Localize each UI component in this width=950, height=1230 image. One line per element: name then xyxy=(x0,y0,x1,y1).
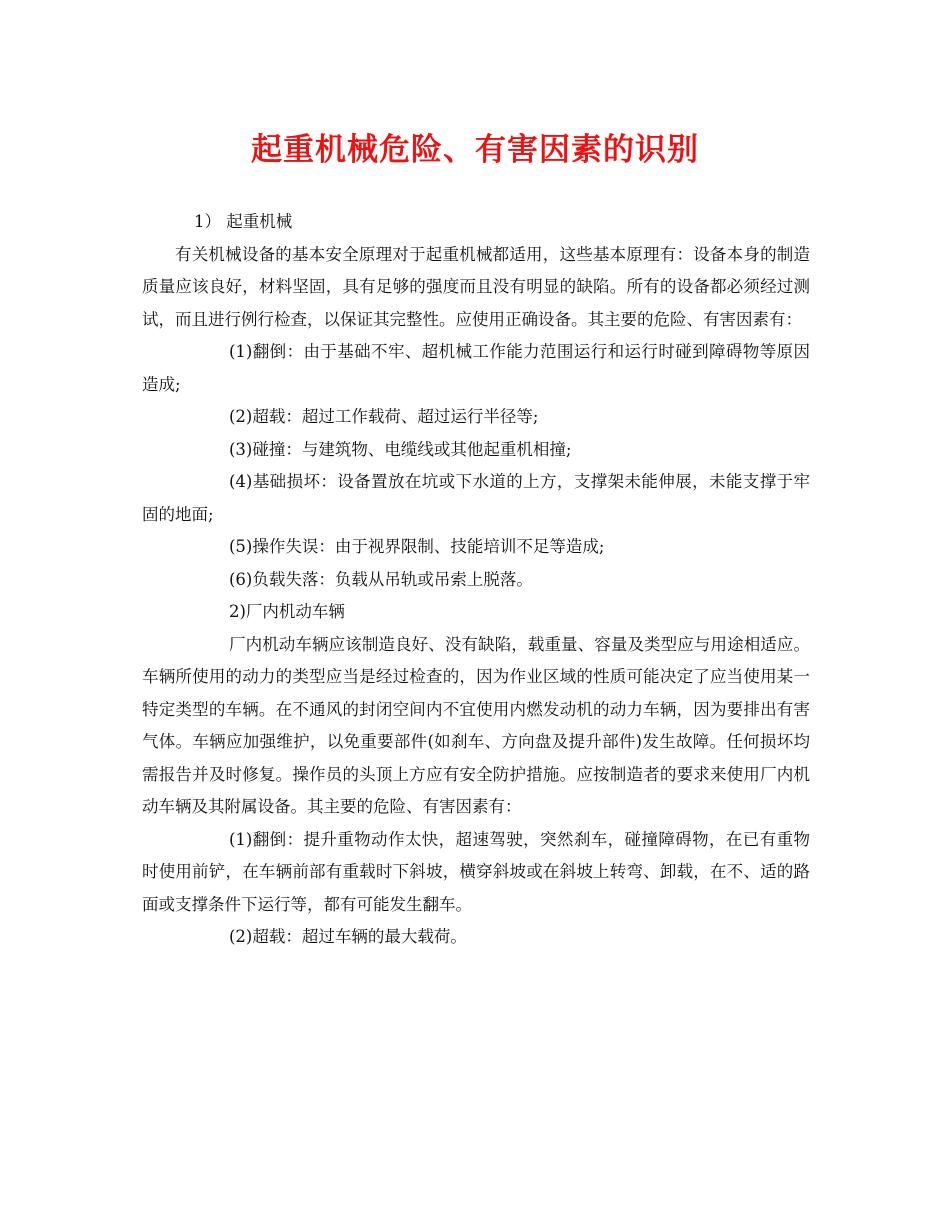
list-item: (2)超载：超过工作载荷、超过运行半径等; xyxy=(229,407,539,426)
section-heading-vehicles: 2)厂内机动车辆 xyxy=(229,602,345,621)
list-item: (4)基础损坏：设备置放在坑或下水道的上方，支撑架未能伸展，未能支撑于牢固的地面; xyxy=(142,472,810,524)
list-item: (6)负载失落：负载从吊轨或吊索上脱落。 xyxy=(229,569,533,589)
list-item: (1)翻倒：由于基础不牢、超机械工作能力范围运行和运行时碰到障碍物等原因造成; xyxy=(142,342,810,394)
list-item: (3)碰撞：与建筑物、电缆线或其他起重机相撞; xyxy=(229,439,572,459)
section-heading-cranes: 1） 起重机械 xyxy=(194,212,293,231)
document-title: 起重机械危险、有害因素的识别 xyxy=(251,132,699,168)
list-item: (2)超载：超过车辆的最大载荷。 xyxy=(229,927,467,946)
paragraph: 厂内机动车辆应该制造良好、没有缺陷，载重量、容量及类型应与用途相适应。车辆所使用的动力的类型应当是经过检查的，因为作业区域的性质可能决定了应当使用某一特定类型的车辆。在不通风的封闭空间内不宜使用内燃发动机的动力车辆，因为要排出有害气体。车辆应加强维护，以免重要部件(如刹车、方向盘及提升部件)发生故障。任何损坏均需报告并及时修复。操作员的头顶上方应有安全防护措施。应按制造者的要求来使用厂内机动车辆及其附属设备。其主要的危险、有害因素有： xyxy=(142,634,810,816)
list-item: (5)操作失误：由于视界限制、技能培训不足等造成; xyxy=(229,537,605,556)
paragraph: 有关机械设备的基本安全原理对于起重机械都适用，这些基本原理有：设备本身的制造质量应该良好，材料坚固，具有足够的强度而且没有明显的缺陷。所有的设备都必须经过测试，而且进行例行检查，以保证其完整性。应使用正确设备。其主要的危险、有害因素有： xyxy=(142,244,810,329)
document-body xyxy=(142,206,810,954)
list-item: (1)翻倒：提升重物动作太快，超速驾驶，突然刹车，碰撞障碍物，在已有重物时使用前铲，在车辆前部有重载时下斜坡，横穿斜坡或在斜坡上转弯、卸载，在不、适的路面或支撑条件下运行等，都有可能发生翻车。 xyxy=(142,829,810,914)
